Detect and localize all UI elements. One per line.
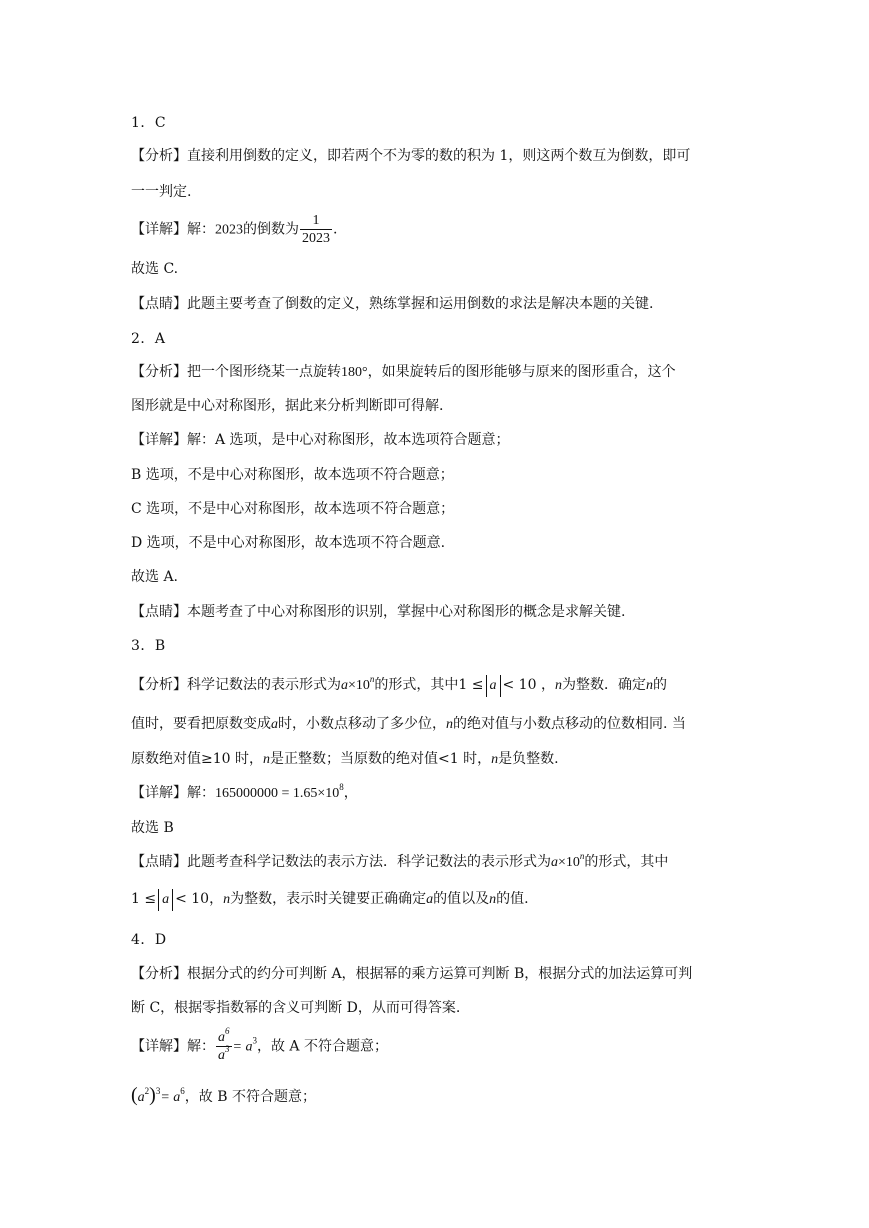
q3-analysis-a: 【分析】科学记数法的表示形式为	[131, 677, 341, 693]
q1-answer: 1．C	[131, 115, 167, 131]
q3-var-n: n	[554, 678, 562, 693]
q2-choice: 故选 A.	[131, 569, 179, 585]
q3-c2-d: 的值以及	[433, 891, 490, 907]
q3-detail-prefix: 【详解】解：	[131, 785, 215, 801]
q3-l2-b: 时，小数点移动了多少位，	[278, 716, 446, 732]
q2-detail-line2: B 选项，不是中心对称图形，故本选项不符合题意；	[131, 467, 454, 483]
q4-num-exp: 6	[225, 1026, 230, 1036]
q3-comment-sci-n: n	[579, 851, 585, 861]
q1-fraction-numerator: 1	[312, 213, 320, 228]
q3-c2-a: 1 ≤	[131, 891, 157, 907]
q2-detail-line1: 【详解】解：A 选项，是中心对称图形，故本选项符合题意；	[131, 432, 510, 448]
q4-eq-rhs-exp: 3	[252, 1035, 257, 1046]
q3-analysis-d: 为整数．确定	[561, 677, 646, 693]
q3-comment-line1	[131, 852, 668, 873]
q4-eq-rhs: = a	[232, 1039, 253, 1055]
q2-comment: 【点睛】本题考查了中心对称图形的识别，掌握中心对称图形的概念是求解关键.	[131, 604, 626, 620]
q3-sci-times: ×10	[348, 678, 370, 693]
q2-detail-line4: D 选项，不是中心对称图形，故本选项不符合题意.	[131, 535, 446, 551]
q3-abs-a: a	[486, 675, 501, 697]
q4-detail	[131, 1026, 388, 1065]
q1-detail	[131, 212, 337, 248]
q2-analysis-b: ，如果旋转后的图形能够与原来的图形重合，这个	[367, 364, 676, 380]
q3-choice: 故选 B	[131, 820, 174, 836]
q4-l2-rhs-exp: 6	[180, 1086, 185, 1096]
q3-c2-var-n: n	[223, 892, 231, 907]
q4-detail-end: ，故 A 不符合题意；	[256, 1038, 388, 1055]
q3-detail-eq: 165000000 = 1.65×10	[215, 786, 340, 801]
q3-detail-end: ，	[343, 785, 358, 801]
q1-fraction-denominator: 2023	[302, 231, 330, 246]
q3-c2-var-n2: n	[489, 892, 497, 907]
q4-l2-inner-exp: 2	[144, 1086, 150, 1096]
q3-analysis-c: < 10 ，	[502, 677, 555, 693]
q3-detail	[131, 783, 358, 804]
q3-l2-c: 的绝对值与小数点移动的位数相同. 当	[453, 716, 686, 732]
q3-l3-a: 原数绝对值≥10 时，	[131, 751, 263, 767]
q3-l3-var-n2: n	[491, 752, 499, 767]
q1-detail-number: 2023	[215, 222, 243, 238]
q4-den-base: a	[218, 1048, 225, 1063]
q3-analysis-line1	[131, 672, 667, 699]
q2-angle: 180°	[341, 365, 368, 380]
q4-l2-base: a	[137, 1090, 145, 1105]
q3-c2-var-a: a	[426, 892, 434, 907]
q3-l3-var-n: n	[263, 752, 270, 767]
q2-analysis-a: 【分析】把一个图形绕某一点旋转	[131, 364, 341, 380]
q3-comment-sci-a: a	[551, 855, 558, 870]
q4-l2-end: ，故 B 不符合题意；	[184, 1089, 316, 1105]
q4-analysis-line1: 【分析】根据分式的约分可判断 A，根据幂的乘方运算可判断 B，根据分式的加法运算可判	[131, 966, 693, 982]
q3-analysis-b: 的形式，其中1 ≤	[374, 677, 484, 693]
q4-answer: 4．D	[131, 932, 167, 948]
q2-answer: 2．A	[131, 331, 166, 347]
q4-fraction-denominator	[216, 1046, 232, 1064]
q3-comment-b: 的形式，其中	[584, 854, 669, 870]
q3-c2-c: 为整数，表示时关键要正确确定	[230, 891, 427, 907]
q3-analysis-line2	[131, 714, 686, 735]
q1-analysis-line1: 【分析】直接利用倒数的定义，即若两个不为零的数的积为 1，则这两个数互为倒数，即可	[131, 148, 691, 164]
q3-c2-b: < 10，	[175, 891, 224, 907]
q3-l2-var-a: a	[271, 717, 278, 732]
q3-l2-a: 值时，要看把原数变成	[131, 716, 271, 732]
q3-sci-a: a	[341, 678, 348, 693]
q4-fraction	[216, 1026, 232, 1064]
q3-l2-var-n: n	[446, 717, 453, 732]
q1-choice: 故选 C.	[131, 261, 179, 277]
q3-l3-b: 是正整数；当原数的绝对值<1 时，	[270, 751, 492, 767]
q3-detail-exp: 8	[339, 782, 344, 792]
q3-comment-sci-times: ×10	[558, 855, 580, 870]
q4-l2-rhs: = a	[160, 1090, 181, 1105]
q3-var-n2: n	[645, 678, 653, 693]
q3-comment-a: 【点睛】此题考查科学记数法的表示方法．科学记数法的表示形式为	[131, 854, 551, 870]
q1-comment: 【点睛】此题主要考查了倒数的定义，熟练掌握和运用倒数的求法是解决本题的关键.	[131, 296, 654, 312]
q4-num-base: a	[218, 1030, 225, 1045]
q1-fraction	[300, 212, 332, 247]
q4-detail-prefix: 【详解】解：	[131, 1038, 215, 1055]
q2-analysis-line2: 图形就是中心对称图形，据此来分析判断即可得解.	[131, 398, 444, 414]
q3-answer: 3．B	[131, 638, 166, 654]
q3-c2-e: 的值.	[496, 891, 529, 907]
q3-sci-n: n	[369, 674, 375, 684]
q1-detail-mid: 的倒数为	[243, 221, 299, 238]
q4-l2-outer-exp: 3	[155, 1086, 161, 1096]
q4-detail-line2	[131, 1082, 316, 1111]
q1-detail-prefix: 【详解】解：	[131, 221, 215, 238]
q4-analysis-line2: 断 C，根据零指数幂的含义可判断 D，从而可得答案.	[131, 1000, 461, 1016]
q1-analysis-line2: 一一判定.	[131, 184, 192, 200]
q4-den-exp: 3	[225, 1044, 230, 1054]
q1-detail-end: .	[333, 221, 338, 238]
q3-l3-c: 是负整数.	[498, 751, 559, 767]
q2-analysis-line1	[131, 362, 676, 383]
q4-close-paren: )	[149, 1084, 156, 1106]
q3-c2-abs-a: a	[158, 889, 173, 911]
q3-analysis-e: 的	[652, 677, 667, 693]
q2-detail-line3: C 选项，不是中心对称图形，故本选项不符合题意；	[131, 501, 455, 517]
q3-comment-line2	[131, 886, 529, 913]
q3-analysis-line3	[131, 749, 559, 770]
q4-open-paren: (	[131, 1084, 138, 1106]
